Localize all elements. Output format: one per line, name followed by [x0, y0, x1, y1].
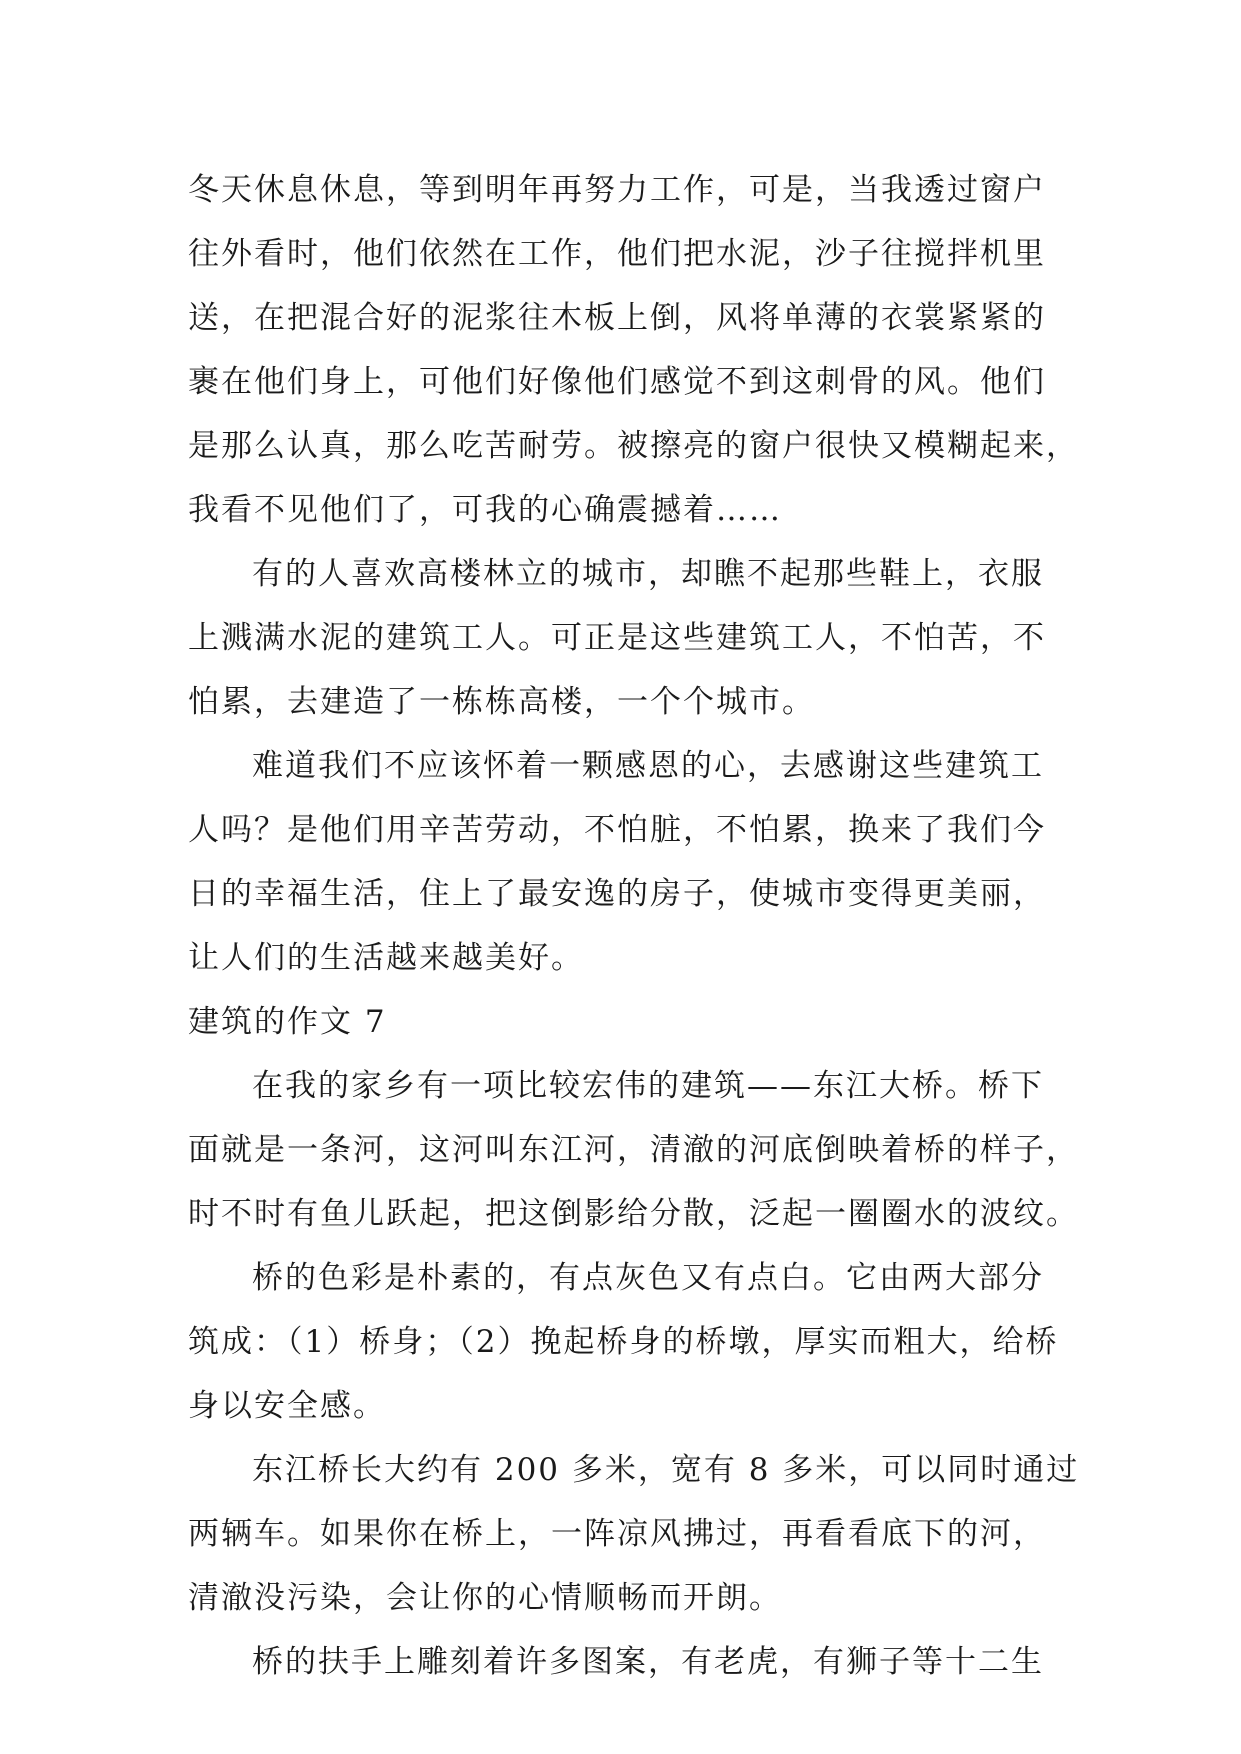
text-line: 清澈没污染，会让你的心情顺畅而开朗。 — [188, 1580, 782, 1616]
text-line: 上溅满水泥的建筑工人。可正是这些建筑工人，不怕苦，不 — [188, 620, 1046, 656]
text-line: 让人们的生活越来越美好。 — [188, 940, 584, 976]
text-line: 两辆车。如果你在桥上，一阵凉风拂过，再看看底下的河， — [188, 1516, 1046, 1552]
text-line: 是那么认真，那么吃苦耐劳。被擦亮的窗户很快又模糊起来， — [188, 428, 1079, 464]
paragraph-first-line: 有的人喜欢高楼林立的城市，却瞧不起那些鞋上，衣服 — [252, 556, 1044, 592]
document-body — [188, 158, 1080, 1694]
text-line: 人吗？是他们用辛苦劳动，不怕脏，不怕累，换来了我们今 — [188, 812, 1046, 848]
section-heading: 建筑的作文 7 — [188, 1004, 387, 1040]
paragraph-first-line: 东江桥长大约有 200 多米，宽有 8 多米，可以同时通过 — [252, 1452, 1080, 1488]
text-line: 日的幸福生活，住上了最安逸的房子，使城市变得更美丽， — [188, 876, 1046, 912]
text-line: 身以安全感。 — [188, 1388, 386, 1424]
paragraph-first-line: 桥的扶手上雕刻着许多图案，有老虎，有狮子等十二生 — [252, 1644, 1044, 1680]
text-line: 送，在把混合好的泥浆往木板上倒，风将单薄的衣裳紧紧的 — [188, 300, 1046, 336]
text-line: 我看不见他们了，可我的心确震撼着…… — [188, 492, 782, 528]
text-line: 裹在他们身上，可他们好像他们感觉不到这刺骨的风。他们 — [188, 364, 1046, 400]
paragraph-first-line: 在我的家乡有一项比较宏伟的建筑——东江大桥。桥下 — [252, 1068, 1044, 1104]
text-line: 往外看时，他们依然在工作，他们把水泥，沙子往搅拌机里 — [188, 236, 1046, 272]
text-line: 怕累，去建造了一栋栋高楼，一个个城市。 — [188, 684, 815, 720]
paragraph-first-line: 难道我们不应该怀着一颗感恩的心，去感谢这些建筑工 — [252, 748, 1044, 784]
text-line: 面就是一条河，这河叫东江河，清澈的河底倒映着桥的样子， — [188, 1132, 1079, 1168]
paragraph-first-line: 桥的色彩是朴素的，有点灰色又有点白。它由两大部分 — [252, 1260, 1044, 1296]
text-line: 冬天休息休息，等到明年再努力工作，可是，当我透过窗户 — [188, 172, 1046, 208]
text-line: 筑成：（1）桥身；（2）挽起桥身的桥墩，厚实而粗大，给桥 — [188, 1324, 1059, 1360]
text-line: 时不时有鱼儿跃起，把这倒影给分散，泛起一圈圈水的波纹。 — [188, 1196, 1079, 1232]
